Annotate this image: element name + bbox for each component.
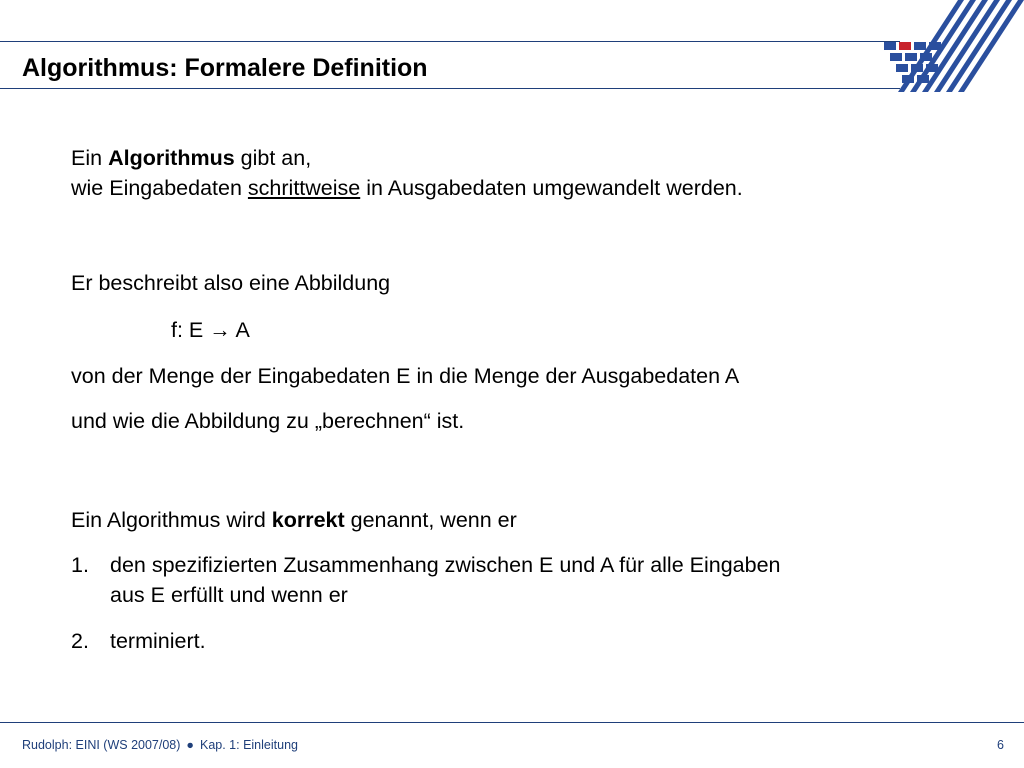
schrittweise-underlined: schrittweise: [247, 176, 361, 200]
mapping-formula: f: E → A: [171, 318, 250, 342]
text-span: Ein Algorithmus wird: [71, 508, 272, 532]
text-span: Ein: [71, 146, 109, 170]
footer-rule: [0, 722, 1024, 723]
footer-chapter: Kap. 1: Einleitung: [199, 738, 298, 752]
footer-info: [22, 738, 298, 752]
slide-title: Algorithmus: Formalere Definition: [22, 54, 428, 82]
mapping-intro: Er beschreibt also eine Abbildung: [71, 271, 391, 295]
algorithmus-bold: Algorithmus: [108, 146, 235, 170]
mapping-compute-line: und wie die Abbildung zu „berechnen“ ist.: [71, 409, 465, 433]
text-span: genannt, wenn er: [344, 508, 517, 532]
korrekt-bold: korrekt: [271, 508, 345, 532]
definition-line-1: [71, 143, 311, 173]
header-bottom-rule: [0, 88, 900, 89]
list-text: den spezifizierten Zusammenhang zwischen E und A für alle Eingaben: [110, 553, 781, 577]
mapping-domain-line: von der Menge der Eingabedaten E in die Menge der Ausgabedaten A: [71, 364, 740, 388]
list-text: terminiert.: [110, 629, 206, 653]
correctness-intro: [71, 505, 517, 535]
text-span: wie Eingabedaten: [71, 176, 248, 200]
footer-separator: ●: [186, 738, 194, 752]
text-span: gibt an,: [234, 146, 312, 170]
header-top-rule: [0, 41, 900, 42]
list-text-continued: aus E erfüllt und wenn er: [110, 583, 348, 607]
text-span: in Ausgabedaten umgewandelt werden.: [360, 176, 743, 200]
list-number: 2.: [71, 629, 89, 653]
university-logo: [878, 0, 1024, 92]
footer-course: Rudolph: EINI (WS 2007/08): [22, 738, 181, 752]
list-number: 1.: [71, 553, 89, 577]
definition-line-2: [71, 173, 743, 203]
page-number: 6: [997, 738, 1004, 752]
